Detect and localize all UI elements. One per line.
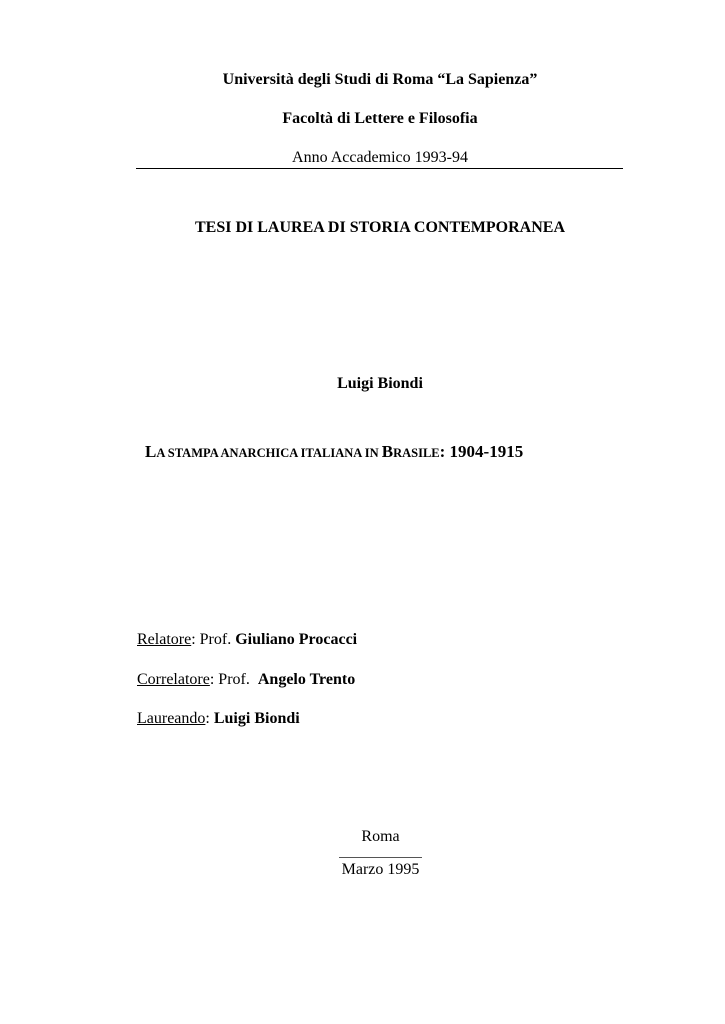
relatore-name: Giuliano Procacci xyxy=(235,631,358,648)
laureando-prefix: : xyxy=(205,710,214,727)
city: Roma xyxy=(361,828,400,845)
thesis-title xyxy=(145,441,523,464)
author-name: Luigi Biondi xyxy=(337,375,423,392)
date: Marzo 1995 xyxy=(341,861,420,878)
title-text-part2: RASILE xyxy=(393,446,440,460)
title-separator: : xyxy=(439,442,446,461)
footer-divider xyxy=(339,857,422,858)
title-initial-l: L xyxy=(145,442,157,461)
title-text-part1: A STAMPA ANARCHICA ITALIANA IN xyxy=(156,446,382,460)
relatore-prefix: : Prof. xyxy=(191,631,236,648)
laureando-name: Luigi Biondi xyxy=(213,710,300,727)
relatore-label: Relatore xyxy=(137,631,192,648)
correlatore-name: Angelo Trento xyxy=(257,671,356,688)
university-name: Università degli Studi di Roma “La Sapienza” xyxy=(222,71,538,88)
correlatore-prefix: : Prof. xyxy=(209,671,258,688)
relatore-line xyxy=(137,630,357,650)
title-years: 1904-1915 xyxy=(445,442,524,461)
faculty-name: Facoltà di Lettere e Filosofia xyxy=(282,110,478,127)
academic-year: Anno Accademico 1993-94 xyxy=(292,149,468,166)
laureando-line xyxy=(137,709,300,729)
title-initial-b: B xyxy=(381,442,394,461)
correlatore-label: Correlatore xyxy=(137,671,210,688)
correlatore-line xyxy=(137,670,355,690)
laureando-label: Laureando xyxy=(137,710,206,727)
header-divider xyxy=(136,168,623,169)
thesis-type: TESI DI LAUREA DI STORIA CONTEMPORANEA xyxy=(195,219,565,236)
